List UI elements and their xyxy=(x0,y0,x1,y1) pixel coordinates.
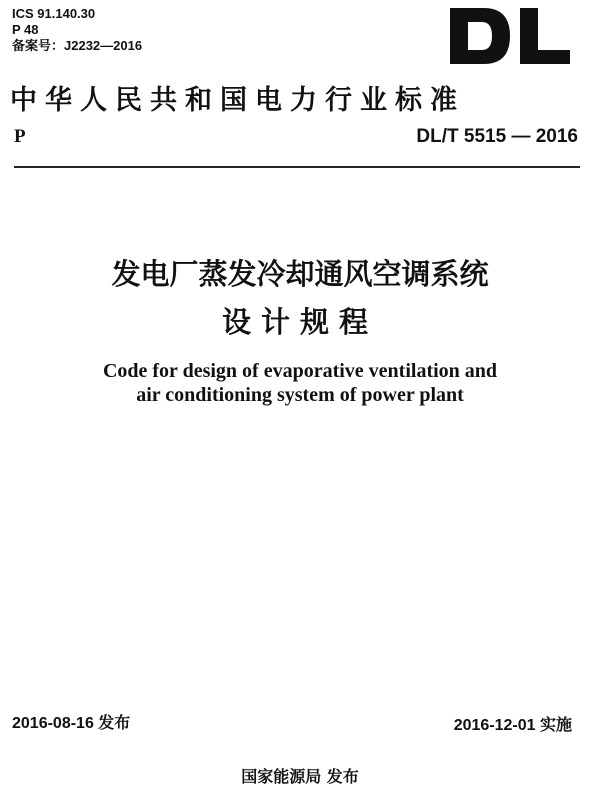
issue-date: 2016-08-16 发布 xyxy=(12,715,131,732)
title-english-line-1: Code for design of evaporative ventilation and xyxy=(102,360,498,382)
issuing-authority: 国家能源局 发布 xyxy=(241,767,359,786)
classification-code: P 48 xyxy=(12,22,39,37)
category-letter: P xyxy=(14,126,26,147)
dl-logo xyxy=(448,6,572,66)
title-english-line-2: air conditioning system of power plant xyxy=(136,384,464,406)
title-chinese-line-1: 发电厂蒸发冷却通风空调系统 xyxy=(111,257,489,291)
title-chinese-line-2: 设计规程 xyxy=(221,305,378,339)
standard-number: DL/T 5515 — 2016 xyxy=(416,126,578,147)
implementation-date: 2016-12-01 实施 xyxy=(453,717,572,734)
ics-code: ICS 91.140.30 xyxy=(12,6,96,21)
header-divider xyxy=(14,166,580,168)
industry-standard-heading: 中华人民共和国电力行业标准 xyxy=(10,85,465,116)
record-number: 备案号：J2232—2016 xyxy=(12,38,143,53)
